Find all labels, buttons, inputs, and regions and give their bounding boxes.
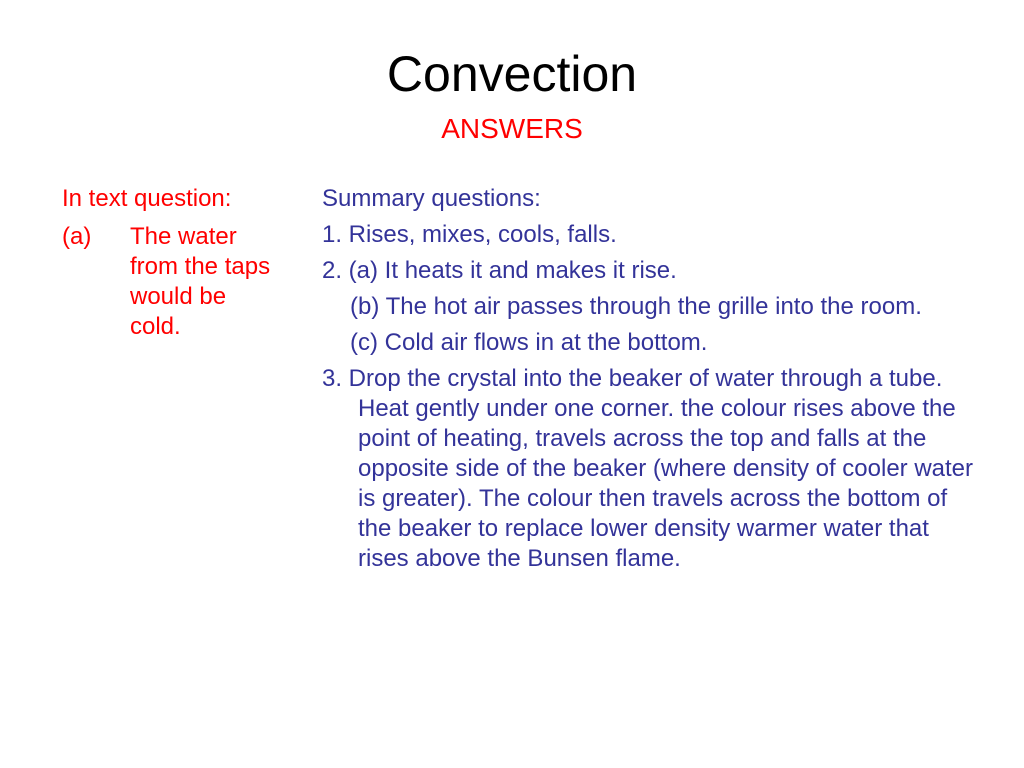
slide-title: Convection	[386, 46, 638, 102]
in-text-question-heading: In text question:	[62, 185, 232, 212]
in-text-answer-a	[62, 222, 307, 342]
summary-answer-2b: (b) The hot air passes through the grille into the room.	[350, 293, 922, 320]
slide-subtitle: ANSWERS	[441, 113, 583, 144]
summary-answer-1: 1. Rises, mixes, cools, falls.	[322, 221, 617, 248]
summary-answer-2a: 2. (a) It heats it and makes it rise.	[322, 257, 677, 284]
summary-answer-2c: (c) Cold air flows in at the bottom.	[350, 329, 708, 356]
answer-label: (a)	[62, 223, 92, 250]
answer-text: The water from the taps would be cold.	[130, 223, 271, 340]
summary-questions-section	[322, 184, 982, 580]
summary-answer-3: 3. Drop the crystal into the beaker of water through a tube. Heat gently under one corner. the colour rises above the point of heating, travels across the top and falls at the opposite side of the beaker (where density of cooler water is greater). The colour then travels across the bottom of the beaker to replace lower density warmer water that rises above the Bunsen flame.	[322, 365, 974, 572]
summary-heading: Summary questions:	[322, 185, 541, 212]
in-text-question-section	[62, 184, 307, 342]
